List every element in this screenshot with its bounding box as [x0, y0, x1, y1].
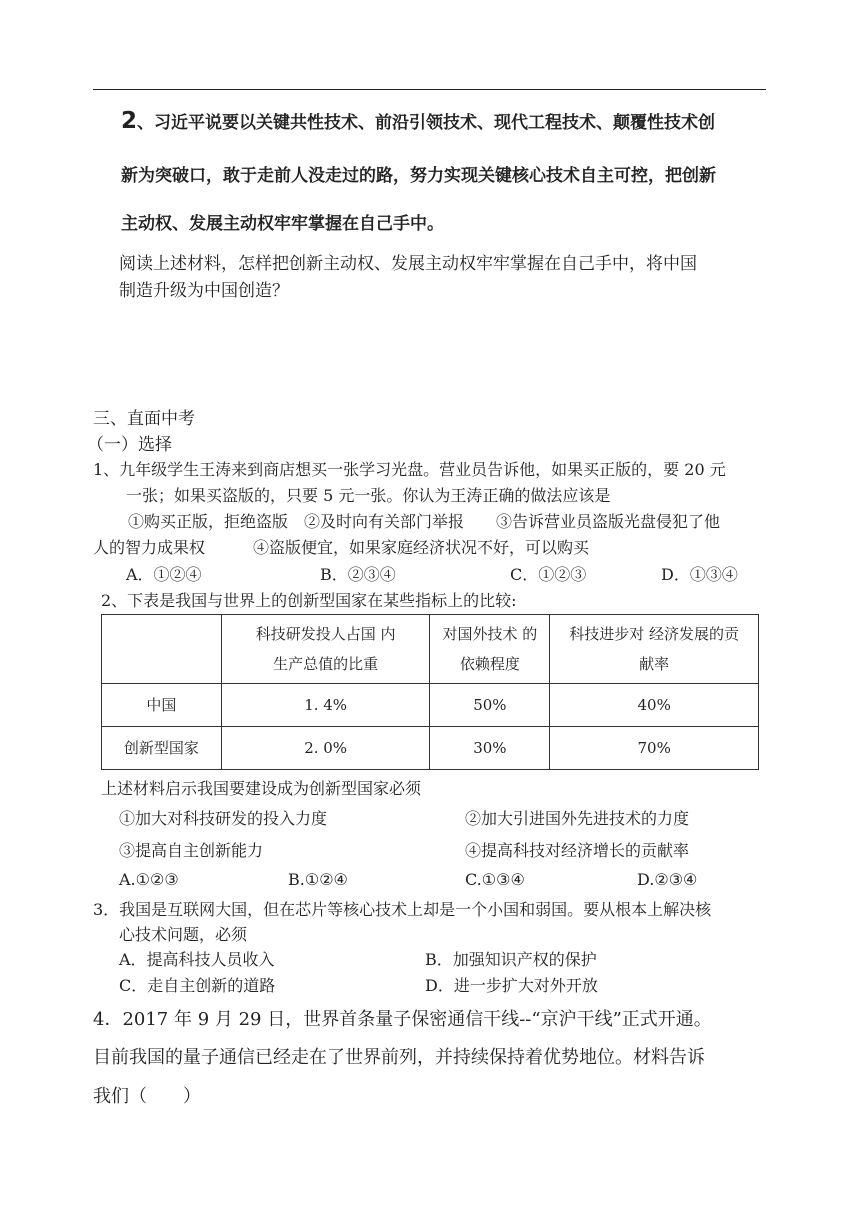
q2-item-1: ①加大对科技研发的投入力度	[119, 809, 328, 828]
table-cell-label: 创新型国家	[102, 727, 222, 770]
table-cell-label: 中国	[102, 684, 222, 727]
table-header-cell: 科技进步对 经济发展的贡 献率	[550, 615, 759, 684]
q2-material-line1	[121, 108, 715, 134]
q2-material-line2: 新为突破口，敢于走前人没走过的路，努力实现关键核心技术自主可控，把创新	[121, 166, 716, 186]
q2-item-4: ④提高科技对经济增长的贡献率	[465, 841, 690, 860]
q1-option-b: B．②③④	[320, 565, 396, 584]
q1-option-a: A．①②④	[126, 565, 202, 584]
q3-option-d: D．进一步扩大对外开放	[425, 976, 598, 995]
q2-material-line3: 主动权、发展主动权牢牢掌握在自己手中。	[121, 214, 444, 234]
q1-line3: ①购买正版，拒绝盗版 ②及时向有关部门举报 ③告诉营业员盗版光盘侵犯了他	[128, 512, 721, 531]
comparison-table	[101, 614, 759, 770]
table-header-cell: 对国外技术 的 依赖程度	[430, 615, 550, 684]
q3-line1: 3．我国是互联网大国，但在芯片等核心技术上却是一个小国和弱国。要从根本上解决核	[93, 900, 712, 919]
table-cell: 30%	[430, 727, 550, 770]
section-subtitle: （一）选择	[87, 435, 172, 455]
q2-item-2: ②加大引进国外先进技术的力度	[465, 809, 690, 828]
q3-option-b: B．加强知识产权的保护	[425, 950, 597, 969]
table-header-row	[102, 615, 759, 684]
table-cell: 50%	[430, 684, 550, 727]
table-row	[102, 727, 759, 770]
table-cell: 2. 0%	[221, 727, 430, 770]
q2-material-prompt-line1: 阅读上述材料，怎样把创新主动权、发展主动权牢牢掌握在自己手中，将中国	[119, 254, 697, 274]
q2-option-b: B.①②④	[288, 870, 348, 889]
top-rule	[93, 89, 766, 90]
q1-option-d: D．①③④	[661, 565, 738, 584]
q4-line3: 我们（ ）	[93, 1086, 201, 1107]
table-cell: 70%	[550, 727, 759, 770]
q3-option-c: C．走自主创新的道路	[119, 976, 276, 995]
table-header-cell-empty	[102, 615, 222, 684]
q2-intro: 2、下表是我国与世界上的创新型国家在某些指标上的比较:	[101, 591, 517, 610]
q1-line2: 一张；如果买盗版的，只要 5 元一张。你认为王涛正确的做法应该是	[126, 486, 611, 505]
table-cell: 40%	[550, 684, 759, 727]
q1-line4: 人的智力成果权 ④盗版便宜，如果家庭经济状况不好，可以购买	[93, 538, 590, 557]
q4-line2: 目前我国的量子通信已经走在了世界前列，并持续保持着优势地位。材料告诉	[93, 1047, 705, 1068]
q2-option-c: C.①③④	[465, 870, 525, 889]
q3-option-a: A．提高科技人员收入	[119, 950, 275, 969]
q2-option-d: D.②③④	[637, 870, 698, 889]
q3-line2: 心技术问题，必须	[119, 925, 248, 944]
q4-line1: 4．2017 年 9 月 29 日，世界首条量子保密通信干线--“京沪干线”正式开通。	[93, 1009, 712, 1030]
q1-option-c: C．①②③	[510, 565, 587, 584]
table-row	[102, 684, 759, 727]
q2-option-a: A.①②③	[119, 870, 179, 889]
table-cell: 1. 4%	[221, 684, 430, 727]
q2-stem: 上述材料启示我国要建设成为创新型国家必须	[101, 779, 422, 798]
q2-material-line1-text: 、习近平说要以关键共性技术、前沿引领技术、现代工程技术、颠覆性技术创	[137, 113, 716, 133]
q2-item-3: ③提高自主创新能力	[119, 841, 264, 860]
q1-line1: 1、九年级学生王涛来到商店想买一张学习光盘。营业员告诉他，如果买正版的，要 20 元	[93, 460, 726, 479]
q2-material-prompt-line2: 制造升级为中国创造？	[119, 281, 289, 301]
section-title: 三、直面中考	[93, 409, 195, 429]
q2-material-number: 2	[121, 108, 138, 134]
table-header-cell: 科技研发投人占国 内 生产总值的比重	[221, 615, 430, 684]
